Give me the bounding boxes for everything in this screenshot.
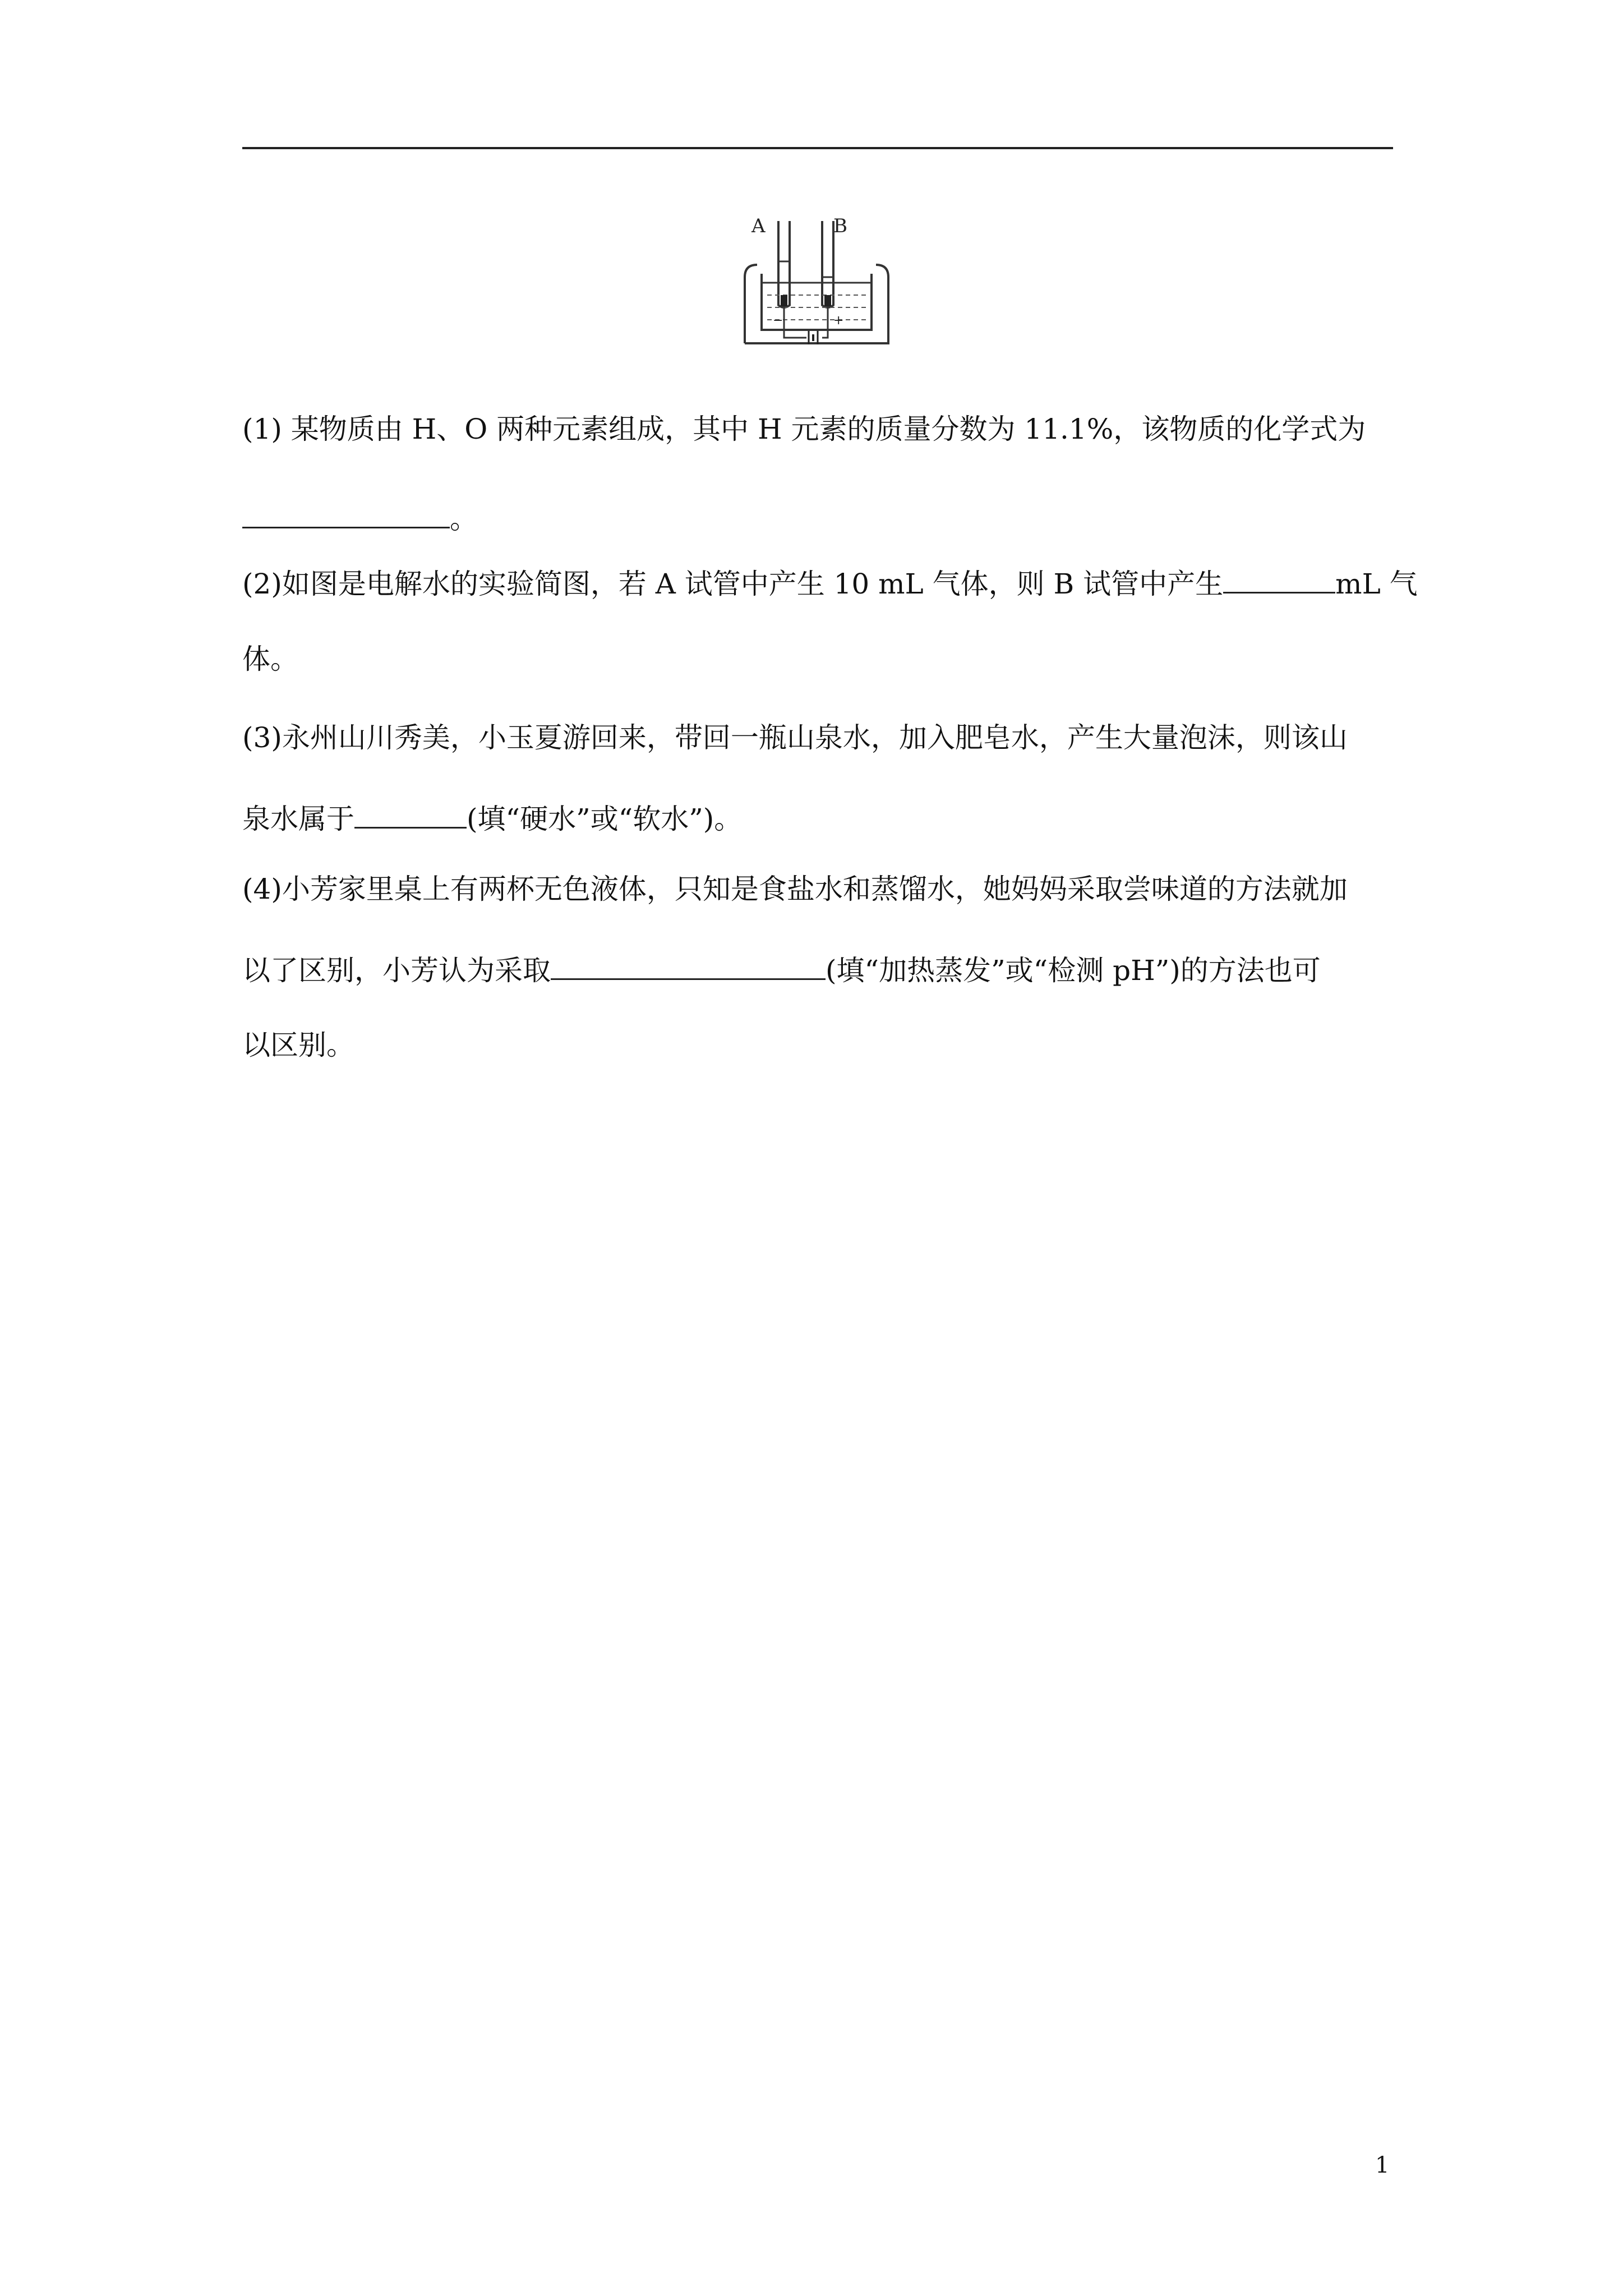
answer-blank-2[interactable]	[1223, 567, 1335, 593]
page-number: 1	[1375, 2152, 1390, 2178]
question-3-line-2	[242, 802, 742, 833]
electrolysis-apparatus-figure	[739, 211, 894, 348]
electrode-a	[781, 295, 787, 306]
question-2-line-1	[242, 567, 1418, 598]
answer-blank-1[interactable]	[242, 502, 450, 528]
question-3-line-1	[242, 721, 1393, 754]
question-3-options: (填“硬水”或“软水”)。	[467, 803, 743, 835]
negative-sign: −	[773, 314, 783, 328]
answer-blank-3[interactable]	[354, 802, 467, 829]
tube-a-label: A	[751, 215, 766, 237]
question-1-text: (1) 某物质由 H、O 两种元素组成，其中 H 元素的质量分数为 11.1%，该物质的化学式为	[242, 413, 1366, 445]
answer-blank-4[interactable]	[551, 954, 826, 980]
positive-sign: +	[833, 314, 844, 328]
test-tube-a	[778, 221, 790, 307]
question-4-end: 以区别。	[242, 1029, 354, 1061]
electrolysis-diagram	[739, 211, 894, 348]
electrode-b	[824, 295, 831, 306]
question-2-unit: mL 气	[1335, 568, 1418, 600]
tube-b-label: B	[833, 215, 847, 237]
test-tube-b	[822, 221, 833, 307]
question-1-line-1	[242, 415, 1393, 443]
question-4-line-1	[242, 875, 1393, 903]
wire-a	[784, 306, 806, 338]
question-2-line-2	[242, 645, 298, 673]
question-1-end: 。	[450, 503, 478, 535]
question-2-end: 体。	[242, 643, 298, 675]
question-4-text: (4)小芳家里桌上有两杯无色液体，只知是食盐水和蒸馏水，她妈妈采取尝味道的方法就加	[242, 873, 1348, 905]
question-4-lead: 以了区别，小芳认为采取	[242, 954, 551, 987]
question-3-lead: 泉水属于	[242, 803, 354, 835]
question-2-text: (2)如图是电解水的实验简图，若 A 试管中产生 10 mL 气体，则 B 试管中产生	[242, 568, 1224, 600]
question-4-line-2	[242, 954, 1321, 987]
question-3-text: (3)永州山川秀美，小玉夏游回来，带回一瓶山泉水，加入肥皂水，产生大量泡沫，则该山	[242, 721, 1348, 754]
header-rule	[242, 147, 1393, 149]
wire-b	[822, 306, 828, 338]
outer-trough	[745, 265, 888, 343]
question-4-line-3	[242, 1031, 354, 1059]
question-4-options: (填“加热蒸发”或“检测 pH”)的方法也可	[826, 954, 1321, 987]
question-1-line-2	[242, 502, 478, 533]
